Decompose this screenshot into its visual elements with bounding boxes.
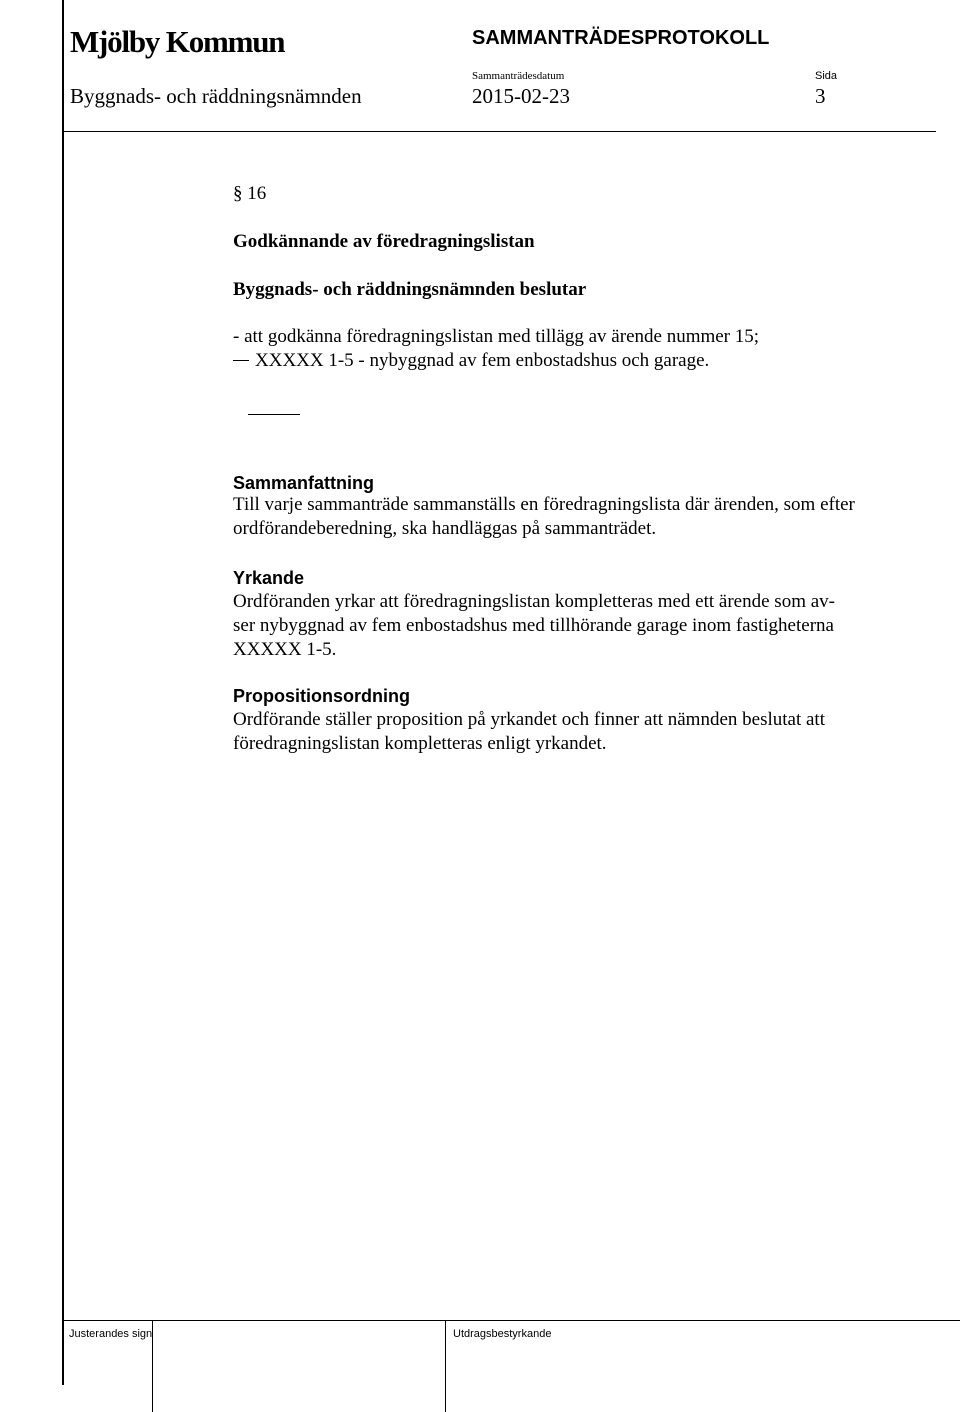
signature-label: Justerandes sign xyxy=(69,1328,153,1340)
organization-name: Mjölby Kommun xyxy=(70,24,285,59)
page-number: 3 xyxy=(815,84,826,108)
summary-text: Till varje sammanträde sammanställs en föredragningslista där ärenden, som efter ordförandeberedning, ska handläggas på sammanträdet. xyxy=(233,494,855,539)
document-type: SAMMANTRÄDESPROTOKOLL xyxy=(472,27,770,49)
paragraph-number: § 16 xyxy=(233,183,267,204)
meeting-date-label: Sammanträdesdatum xyxy=(472,70,565,82)
motion-text-line: ser nybyggnad av fem enbostadshus med tillhörande garage inom fastigheterna xyxy=(233,615,834,636)
meeting-date: 2015-02-23 xyxy=(472,84,570,108)
decision-item xyxy=(233,349,913,373)
summary-heading: Sammanfattning xyxy=(233,473,375,493)
page-number-label: Sida xyxy=(815,70,838,82)
decision-item-text: XXXXX 1-5 - nybyggnad av fem enbostadshus och garage. xyxy=(255,350,710,371)
dash-marker xyxy=(233,360,249,361)
extract-certification-label: Utdragsbestyrkande xyxy=(453,1328,552,1340)
section-title: Godkännande av föredragningslistan xyxy=(233,231,535,252)
decision-line: - att godkänna föredragningslistan med tillägg av ärende nummer 15; xyxy=(233,326,760,347)
footer-divider xyxy=(62,1320,960,1321)
footer-column-divider xyxy=(445,1320,446,1412)
page-left-border xyxy=(62,0,64,1385)
decision-heading: Byggnads- och räddningsnämnden beslutar xyxy=(233,279,587,300)
motion-text-line: Ordföranden yrkar att föredragningslistan kompletteras med ett ärende som av- xyxy=(233,591,835,612)
motion-heading: Yrkande xyxy=(233,568,305,588)
proposition-text: Ordförande ställer proposition på yrkandet och finner att nämnden beslutat att föredragningslistan kompletteras enligt yrkandet. xyxy=(233,709,825,754)
proposition-heading: Propositionsordning xyxy=(233,686,410,706)
board-name: Byggnads- och räddningsnämnden xyxy=(70,84,362,108)
motion-text-line: XXXXX 1-5. xyxy=(233,639,337,660)
header-divider xyxy=(62,131,936,132)
separator-dash xyxy=(248,414,300,415)
